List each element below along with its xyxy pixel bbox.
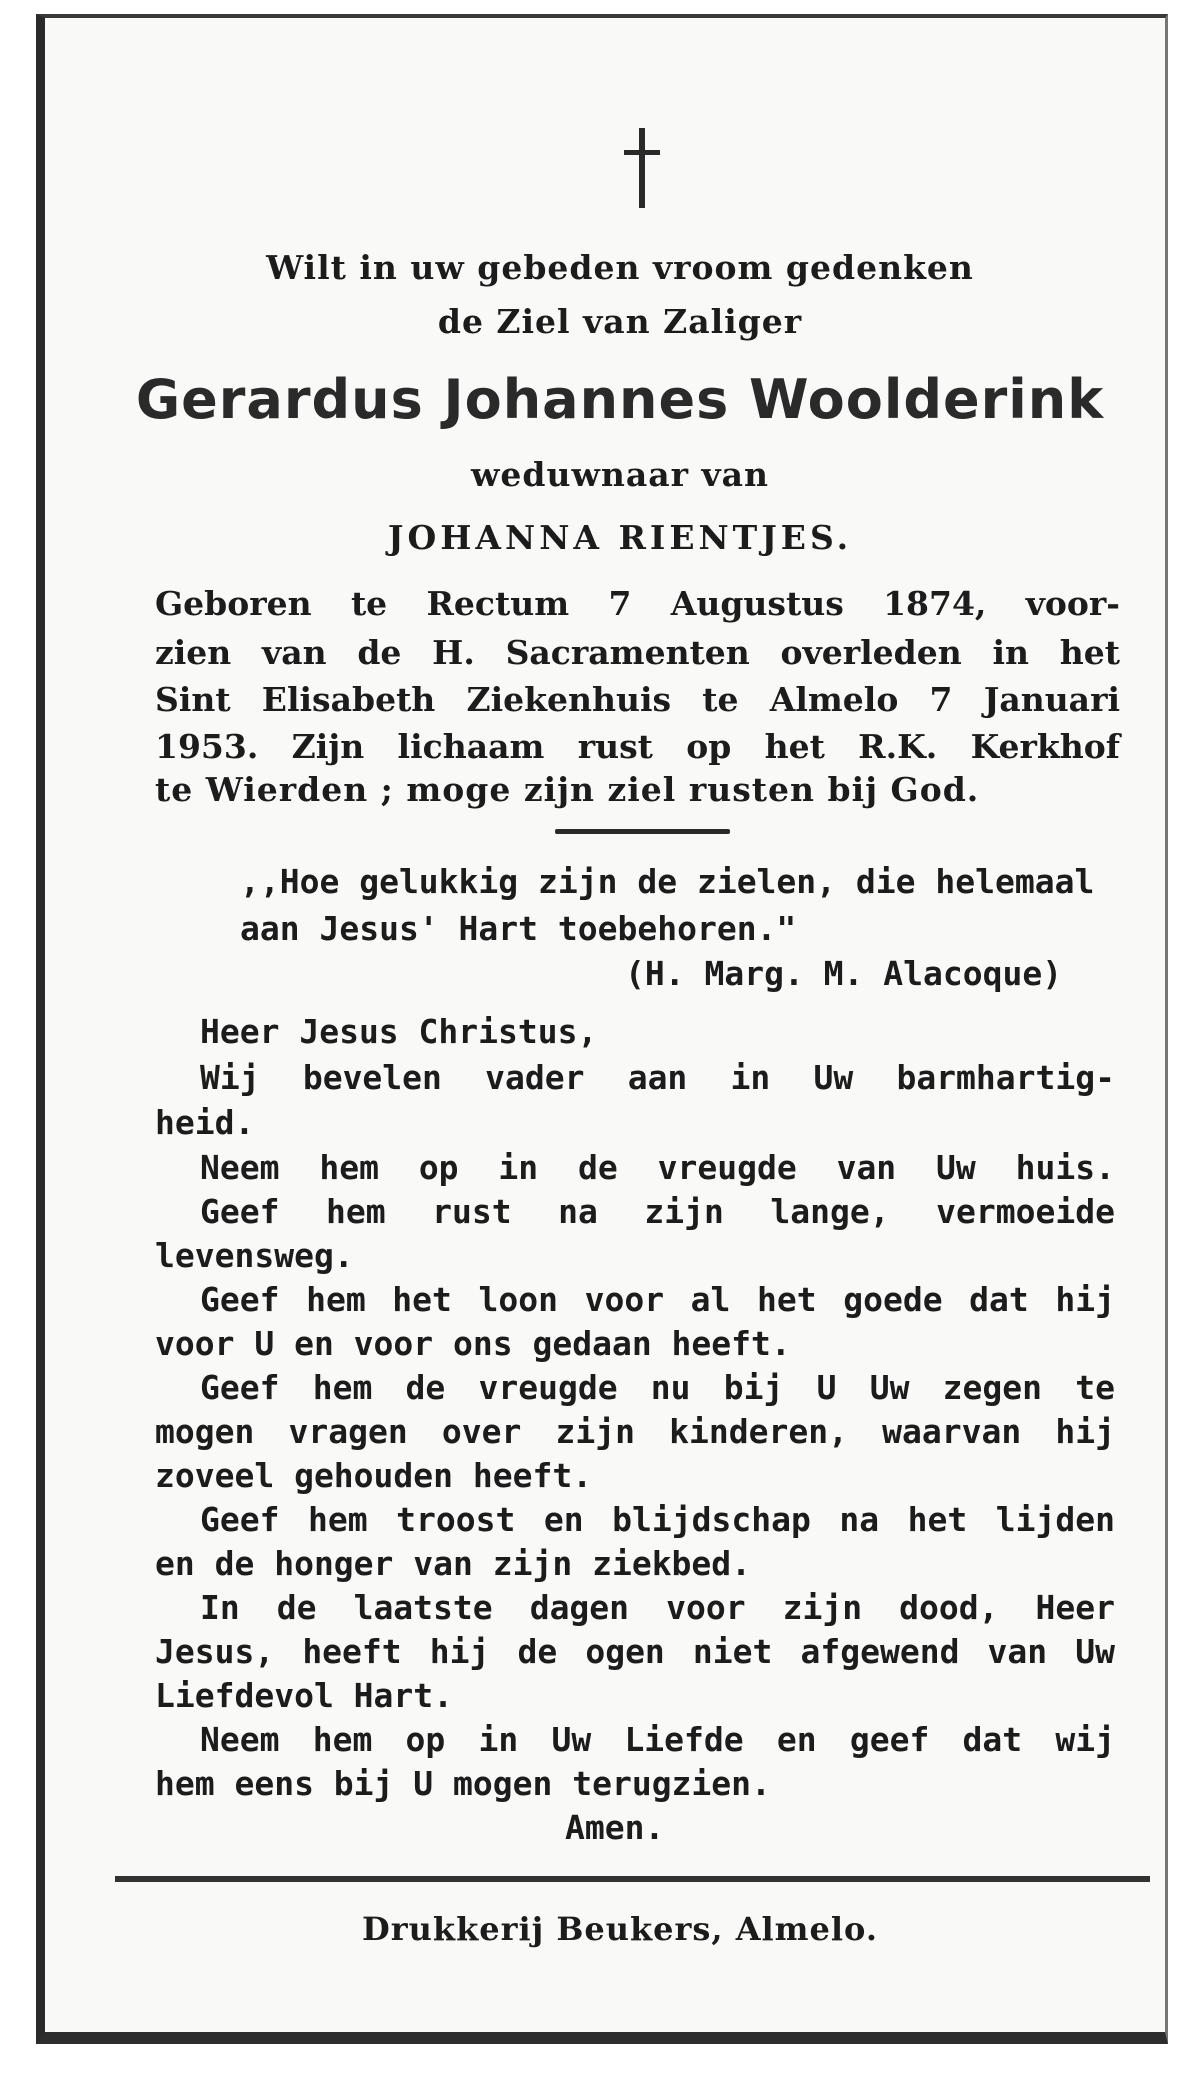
prayer-line: Wij bevelen vader aan in Uw barmhartig- (200, 1058, 1115, 1097)
intro-line-2: de Ziel van Zaliger (437, 302, 803, 341)
bio-line: Sint Elisabeth Ziekenhuis te Almelo 7 Januari (155, 680, 1120, 719)
prayer-line: Liefdevol Hart. (155, 1676, 454, 1715)
cross-icon (620, 128, 664, 208)
intro-line-1: Wilt in uw gebeden vroom gedenken (266, 248, 974, 287)
prayer-line: Neem hem op in Uw Liefde en geef dat wij (200, 1720, 1115, 1759)
prayer-line: Geef hem het loon voor al het goede dat hij (200, 1280, 1115, 1319)
bio-line: 1953. Zijn lichaam rust op het R.K. Kerkhof (155, 727, 1120, 766)
printer-credit: Drukkerij Beukers, Almelo. (362, 1910, 878, 1948)
prayer-line: In de laatste dagen voor zijn dood, Heer (200, 1588, 1115, 1627)
prayer-line: heid. (155, 1103, 255, 1142)
footer-divider (115, 1876, 1150, 1882)
quote-line-2: aan Jesus' Hart toebehoren." (240, 909, 797, 948)
bio-line: zien van de H. Sacramenten overleden in het (155, 633, 1120, 672)
prayer-line: Neem hem op in de vreugde van Uw huis. (200, 1148, 1115, 1187)
deceased-name: Gerardus Johannes Woolderink (135, 368, 1105, 431)
prayer-line: Geef hem de vreugde nu bij U Uw zegen te (200, 1368, 1115, 1407)
prayer-line: mogen vragen over zijn kinderen, waarvan hij (155, 1412, 1115, 1451)
prayer-line: Jesus, heeft hij de ogen niet afgewend van Uw (155, 1632, 1115, 1671)
prayer-line: hem eens bij U mogen terugzien. (155, 1764, 771, 1803)
bio-line: Geboren te Rectum 7 Augustus 1874, voor- (155, 584, 1120, 623)
prayer-line: zoveel gehouden heeft. (155, 1456, 593, 1495)
quote-attribution: (H. Marg. M. Alacoque) (625, 954, 1063, 993)
spouse-name: JOHANNA RIENTJES. (387, 518, 853, 557)
bio-line: te Wierden ; moge zijn ziel rusten bij God. (155, 770, 980, 809)
quote-line-1: ,,Hoe gelukkig zijn de zielen, die helemaal (240, 862, 1095, 901)
prayer-line: Heer Jesus Christus, (200, 1012, 598, 1051)
prayer-line: voor U en voor ons gedaan heeft. (155, 1324, 791, 1363)
prayer-line: en de honger van zijn ziekbed. (155, 1544, 752, 1583)
prayer-line: levensweg. (155, 1236, 354, 1275)
prayer-line: Geef hem troost en blijdschap na het lijden (200, 1500, 1115, 1539)
relation-label: weduwnaar van (470, 455, 770, 494)
prayer-amen: Amen. (565, 1808, 665, 1847)
divider (555, 829, 730, 834)
prayer-line: Geef hem rust na zijn lange, vermoeide (200, 1192, 1115, 1231)
